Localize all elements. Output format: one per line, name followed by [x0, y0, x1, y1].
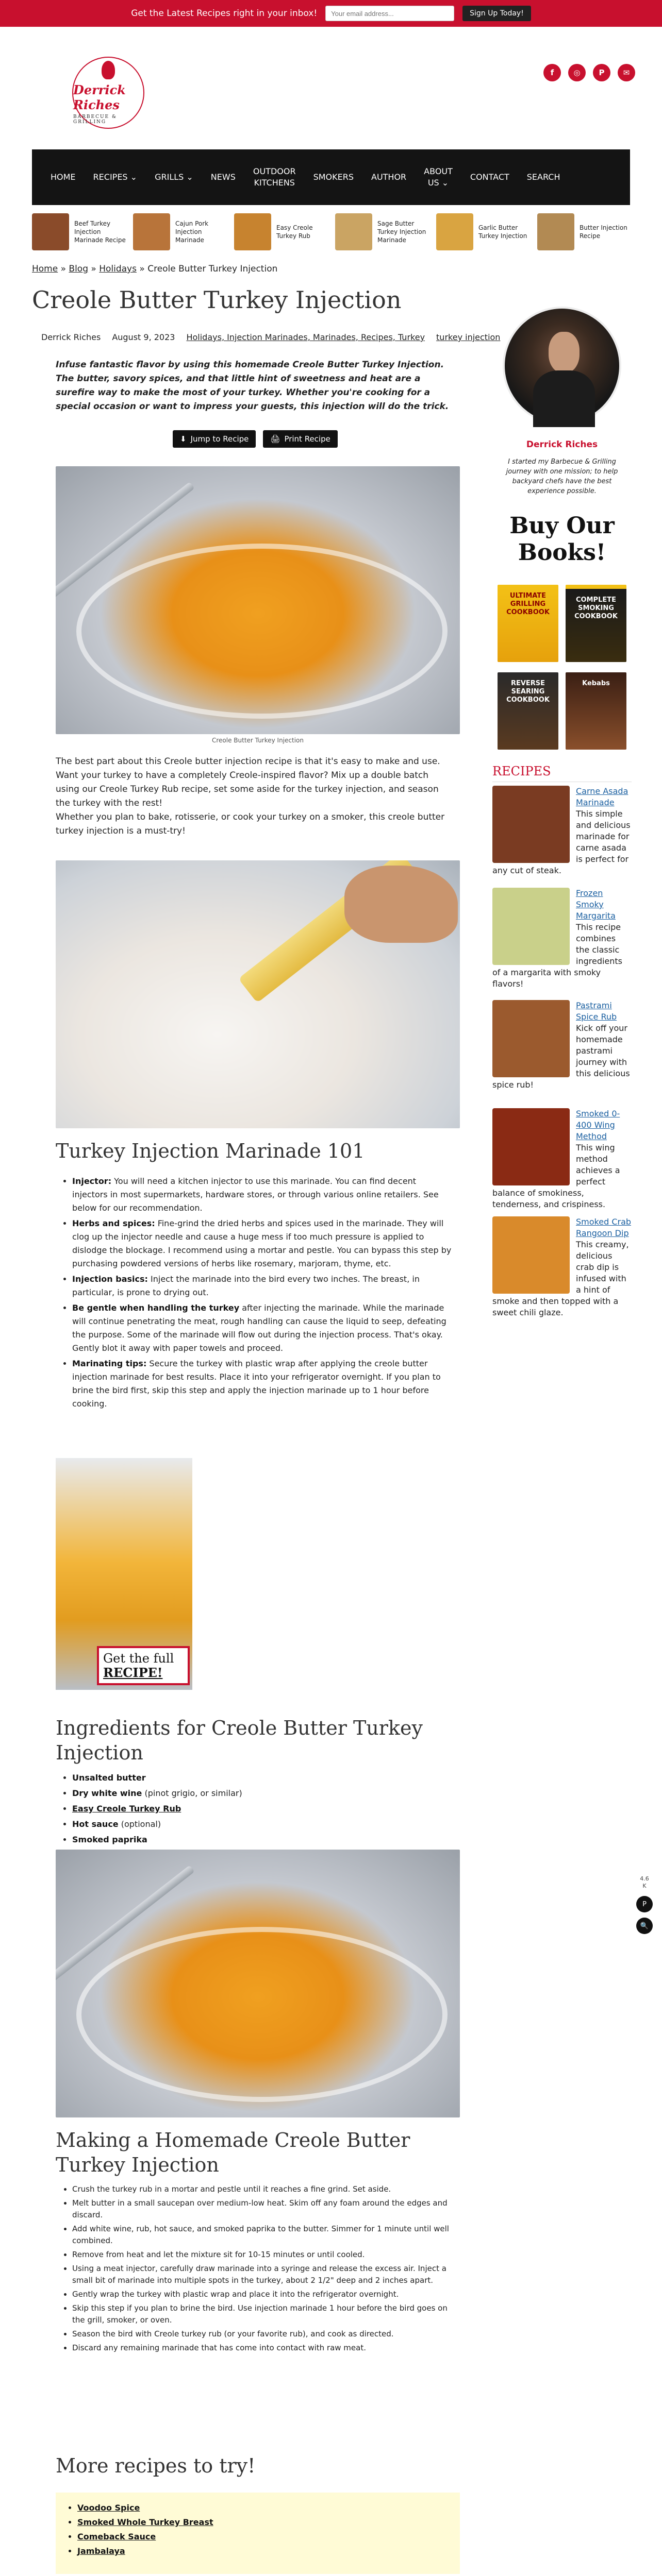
list-item	[72, 1175, 454, 1215]
sidebar-recipe-title[interactable]: Smoked 0-400 Wing Method	[576, 1109, 620, 1141]
sidebar-recipe-desc: This creamy, delicious crab dip is infused with a hint of smoke and then topped with a sweet chili glaze.	[492, 1240, 629, 1317]
more-recipe-link[interactable]: Comeback Sauce	[77, 2532, 156, 2541]
book-title: Kebabs	[582, 680, 610, 687]
list-item	[72, 1273, 454, 1299]
list-item	[72, 1833, 454, 1846]
breadcrumb-holidays[interactable]: Holidays	[99, 264, 137, 274]
sidebar-recipe	[492, 786, 632, 876]
ingredient-name: Dry white wine	[72, 1788, 142, 1798]
sidebar-recipe-desc: This wing method achieves a perfect balance of smokiness, tenderness, and crispiness.	[492, 1143, 620, 1209]
author-bio: I started my Barbecue & Grilling journey with one mission; to help backyard chefs have the best experience possible.	[506, 458, 618, 495]
author-name[interactable]: Derrick Riches	[526, 439, 598, 450]
author-avatar	[503, 307, 621, 425]
list-item	[72, 1217, 454, 1270]
sidebar-recipe	[492, 1000, 632, 1091]
book-cover[interactable]	[498, 672, 558, 750]
pinterest-share-icon[interactable]: P	[636, 1896, 653, 1912]
nav-author[interactable]: AUTHOR	[371, 172, 407, 182]
nav-smokers[interactable]: SMOKERS	[313, 172, 354, 182]
email-input[interactable]	[325, 6, 454, 21]
book-title: REVERSE SEARING COOKBOOK	[506, 680, 550, 704]
tip-text: Fine-grind the dried herbs and spices used in the marinade. They will clog up the injector needle and cause a huge mess if too much pressure is applied to dislodge the blockage. I recommend using a mortar and pestle. You can bypass this step by purchasing powdered versions of herbs like rosemary, marjoram, thyme, etc.	[72, 1218, 452, 1268]
post-categories[interactable]: Holidays, Injection Marinades, Marinades, Recipes, Turkey	[186, 332, 425, 342]
books-heading: Buy Our Books!	[509, 513, 615, 566]
sidebar-recipe-title[interactable]: Pastrami Spice Rub	[576, 1001, 617, 1022]
tip-text: after injecting the marinade. While the marinade will continue penetrating the meat, rough handling can cause the liquid to seep, defeating the purpose. Some of the marinade will flow out during the injection process. That's okay. Gently blot it away with paper towels and proceed.	[72, 1303, 446, 1353]
post-tag[interactable]: turkey injection	[436, 332, 501, 342]
recent-label: Cajun Pork Injection Marinade	[175, 220, 209, 244]
share-count-value: 4.6	[640, 1875, 649, 1882]
ingredient-name: Hot sauce	[72, 1819, 119, 1829]
sidebar-recipe-desc: This recipe combines the classic ingredients of a margarita with smoky flavors!	[492, 922, 623, 989]
ingredient-name: Unsalted butter	[72, 1773, 146, 1783]
avatar-shirt	[533, 370, 595, 427]
sidebar-recipe-desc: Kick off your homemade pastrami journey with this delicious spice rub!	[492, 1023, 630, 1090]
instagram-icon[interactable]: ◎	[568, 64, 586, 81]
sidebar-recipes-heading: RECIPES	[492, 764, 632, 782]
more-recipe-link[interactable]: Jambalaya	[77, 2546, 125, 2556]
list-item	[72, 1802, 454, 1816]
sidebar-recipe-image[interactable]	[492, 786, 570, 863]
nav-about[interactable]: ABOUT US ⌄	[424, 166, 453, 188]
list-item	[72, 1301, 454, 1355]
recent-thumb	[436, 213, 473, 250]
list-item	[77, 2530, 445, 2544]
post-intro: Infuse fantastic flavor by using this homemade Creole Butter Turkey Injection. The butter, savory spices, and that little hint of sweetness and heat are a surefire way to make the most of your turkey. Whether you're cooking for a special occasion or want to impress your guests, this injection will do the trick.	[56, 360, 449, 412]
nav-recipes[interactable]: RECIPES ⌄	[93, 172, 138, 182]
tip-text: Secure the turkey with plastic wrap after applying the creole butter injection marinade for best results. Place it into your refrigerator overnight. If you plan to brine the bird first, skip this step and apply the injection marinade up to 1 hour before cooking.	[72, 1359, 441, 1409]
more-recipe-link[interactable]: Voodoo Spice	[77, 2503, 140, 2513]
hand-shape	[344, 866, 458, 943]
list-item: • Remove from heat and let the mixture sit for 10-15 minutes or until cooled.	[72, 2249, 454, 2261]
ingredient-link[interactable]: Easy Creole Turkey Rub	[72, 1804, 181, 1814]
nav-grills[interactable]: GRILLS ⌄	[155, 172, 193, 182]
main-nav	[32, 149, 630, 205]
sidebar-recipe	[492, 1108, 632, 1210]
ingredient-name: Smoked paprika	[72, 1835, 147, 1844]
steps-list	[72, 2183, 454, 2356]
tip-title: Marinating tips:	[72, 1359, 147, 1368]
nav-outdoor-kitchens[interactable]: OUTDOOR KITCHENS	[253, 166, 296, 188]
share-count-unit: K	[642, 1883, 647, 1889]
recent-post[interactable]	[537, 211, 630, 252]
tip-title: Herbs and spices:	[72, 1218, 155, 1228]
pin-label-2: RECIPE!	[103, 1665, 163, 1680]
nav-contact[interactable]: CONTACT	[470, 172, 509, 182]
bowl-shape	[76, 544, 448, 719]
avatar-face	[549, 332, 580, 373]
recent-posts	[32, 211, 630, 252]
sidebar-recipe-title[interactable]: Carne Asada Marinade	[576, 786, 628, 807]
logo-name: Derrick Riches	[73, 82, 126, 112]
list-item	[77, 2501, 445, 2515]
recent-thumb	[537, 213, 574, 250]
tip-text: Inject the marinade into the bird every two inches. The breast, in particular, is prone to drying out.	[72, 1274, 420, 1297]
list-item: • Skip this step if you plan to brine the bird. Use injection marinade 1 hour before the bird goes on the grill, smoker, or oven.	[72, 2302, 454, 2326]
facebook-icon[interactable]: f	[543, 64, 561, 81]
pin-label	[97, 1646, 190, 1685]
post-author[interactable]: Derrick Riches	[41, 332, 101, 342]
nav-news[interactable]: NEWS	[210, 172, 236, 182]
recent-thumb	[234, 213, 271, 250]
pinterest-icon[interactable]: P	[593, 64, 610, 81]
list-item	[77, 2544, 445, 2558]
print-label: Print Recipe	[284, 434, 330, 444]
share-count	[636, 1875, 653, 1890]
list-item: • Season the bird with Creole turkey rub (or your favorite rub), and cook as directed.	[72, 2328, 454, 2340]
nav-home[interactable]: HOME	[51, 172, 76, 182]
post-date: August 9, 2023	[112, 332, 175, 342]
section-heading-making: Making a Homemade Creole Butter Turkey Injection	[56, 2129, 410, 2176]
pinterest-promo-image[interactable]	[56, 1458, 192, 1690]
recent-post[interactable]	[335, 211, 429, 252]
recent-label: Easy Creole Turkey Rub	[276, 224, 313, 240]
list-item	[72, 1818, 454, 1831]
nav-search[interactable]: SEARCH	[526, 172, 560, 182]
recipe-buttons	[173, 430, 338, 448]
sidebar-recipe	[492, 1216, 632, 1318]
recent-label: Beef Turkey Injection Marinade Recipe	[74, 220, 126, 244]
recent-post[interactable]	[234, 211, 328, 252]
more-recipes-box	[56, 2493, 460, 2574]
book-cover[interactable]	[498, 585, 558, 662]
list-item	[72, 1771, 454, 1785]
arrow-down-icon: ⬇	[180, 434, 187, 444]
sidebar-recipe-image[interactable]	[492, 1108, 570, 1185]
breadcrumb: Home » Blog » Holidays » Creole Butter Turkey Injection	[32, 264, 278, 274]
book-title: COMPLETE SMOKING COOKBOOK	[574, 596, 618, 620]
recent-label: Sage Butter Turkey Injection Marinade	[377, 220, 426, 244]
email-icon[interactable]: ✉	[618, 64, 635, 81]
social-links	[543, 64, 635, 81]
sidebar-recipe-title[interactable]: Frozen Smoky Margarita	[576, 888, 616, 921]
ingredients-list	[72, 1771, 454, 1849]
recent-thumb	[133, 213, 170, 250]
bowl-shape	[76, 1927, 448, 2102]
book-cover[interactable]	[566, 672, 626, 750]
tip-title: Injection basics:	[72, 1274, 148, 1284]
recent-thumb	[335, 213, 372, 250]
jump-label: Jump to Recipe	[190, 434, 249, 444]
list-item	[72, 1357, 454, 1411]
intro-paragraph-1: The best part about this Creole butter injection recipe is that it's easy to make and use. Want your turkey to have a completely Creole-inspired flavor? Mix up a double batch using our Creole Turkey Rub recipe, set some aside for the turkey injection, and season the turkey with the rest!	[56, 756, 440, 808]
list-item: • Discard any remaining marinade that has come into contact with raw meat.	[72, 2342, 454, 2354]
search-icon[interactable]: 🔍	[636, 1918, 653, 1934]
site-logo[interactable]	[72, 57, 144, 129]
recent-post[interactable]	[32, 211, 126, 252]
recent-post[interactable]	[436, 211, 530, 252]
section-heading-ingredients: Ingredients for Creole Butter Turkey Injection	[56, 1717, 423, 1764]
section-heading-more: More recipes to try!	[56, 2454, 256, 2477]
sidebar-recipe-image[interactable]	[492, 1216, 570, 1294]
photo-caption: Creole Butter Turkey Injection	[212, 737, 304, 744]
sidebar-recipe-image[interactable]	[492, 888, 570, 965]
sidebar-recipe-image[interactable]	[492, 1000, 570, 1077]
ingredient-note: (optional)	[118, 1819, 161, 1829]
list-item: • Using a meat injector, carefully draw marinade into a syringe and release the excess air. Inject a small bit of marinade into multiple spots in the turkey, about 2 1/2" deep and 2 inches apart.	[72, 2263, 454, 2286]
list-item: • Crush the turkey rub in a mortar and pestle until it reaches a fine grind. Set aside.	[72, 2183, 454, 2195]
list-item: • Add white wine, rub, hot sauce, and smoked paprika to the butter. Simmer for 1 minute until well combined.	[72, 2223, 454, 2247]
breadcrumb-blog[interactable]: Blog	[69, 264, 88, 274]
list-item	[72, 1787, 454, 1800]
sidebar-recipe	[492, 888, 632, 990]
print-recipe-button[interactable]	[263, 430, 337, 448]
breadcrumb-home[interactable]: Home	[32, 264, 58, 274]
signup-button[interactable]: Sign Up Today!	[462, 6, 531, 21]
newsletter-bar	[0, 0, 662, 27]
tips-list	[72, 1175, 454, 1413]
logo-sub: BARBECUE & GRILLING	[73, 114, 117, 125]
printer-icon: 🖨	[270, 434, 280, 444]
ingredients-photo	[56, 1850, 460, 2117]
recent-label: Garlic Butter Turkey Injection	[478, 224, 527, 240]
breadcrumb-current: Creole Butter Turkey Injection	[147, 264, 278, 274]
newsletter-text: Get the Latest Recipes right in your inbox!	[131, 8, 318, 19]
ingredient-note: (pinot grigio, or similar)	[142, 1788, 242, 1798]
recent-label: Butter Injection Recipe	[580, 224, 627, 240]
intro-paragraph-2: Whether you plan to bake, rotisserie, or cook your turkey on a smoker, this creole butter turkey injection is a must-try!	[56, 812, 445, 836]
more-recipe-link[interactable]: Smoked Whole Turkey Breast	[77, 2517, 213, 2527]
tip-title: Injector:	[72, 1176, 112, 1186]
book-cover[interactable]	[566, 585, 626, 662]
injection-photo	[56, 860, 460, 1128]
section-heading-101: Turkey Injection Marinade 101	[56, 1140, 365, 1162]
recent-thumb	[32, 213, 69, 250]
sidebar-recipe-title[interactable]: Smoked Crab Rangoon Dip	[576, 1217, 632, 1238]
tip-title: Be gentle when handling the turkey	[72, 1303, 240, 1313]
jump-to-recipe-button[interactable]	[173, 430, 256, 448]
hero-photo	[56, 466, 460, 734]
book-title: ULTIMATE GRILLING COOKBOOK	[506, 592, 550, 616]
tip-text: You will need a kitchen injector to use this marinade. You can find decent injectors in most supermarkets, hardware stores, or through various online retailers. See below for our recommendation.	[72, 1176, 439, 1213]
post-meta	[41, 332, 500, 342]
list-item: • Gently wrap the turkey with plastic wrap and place it into the refrigerator overnight.	[72, 2289, 454, 2300]
page-title: Creole Butter Turkey Injection	[32, 286, 402, 314]
pin-label-1: Get the full	[103, 1651, 174, 1666]
list-item	[77, 2515, 445, 2530]
sidebar-recipe-desc: This simple and delicious marinade for carne asada is perfect for any cut of steak.	[492, 809, 631, 875]
list-item: • Melt butter in a small saucepan over medium-low heat. Skim off any foam around the edges and discard.	[72, 2197, 454, 2221]
recent-post[interactable]	[133, 211, 227, 252]
flame-icon	[102, 61, 115, 79]
